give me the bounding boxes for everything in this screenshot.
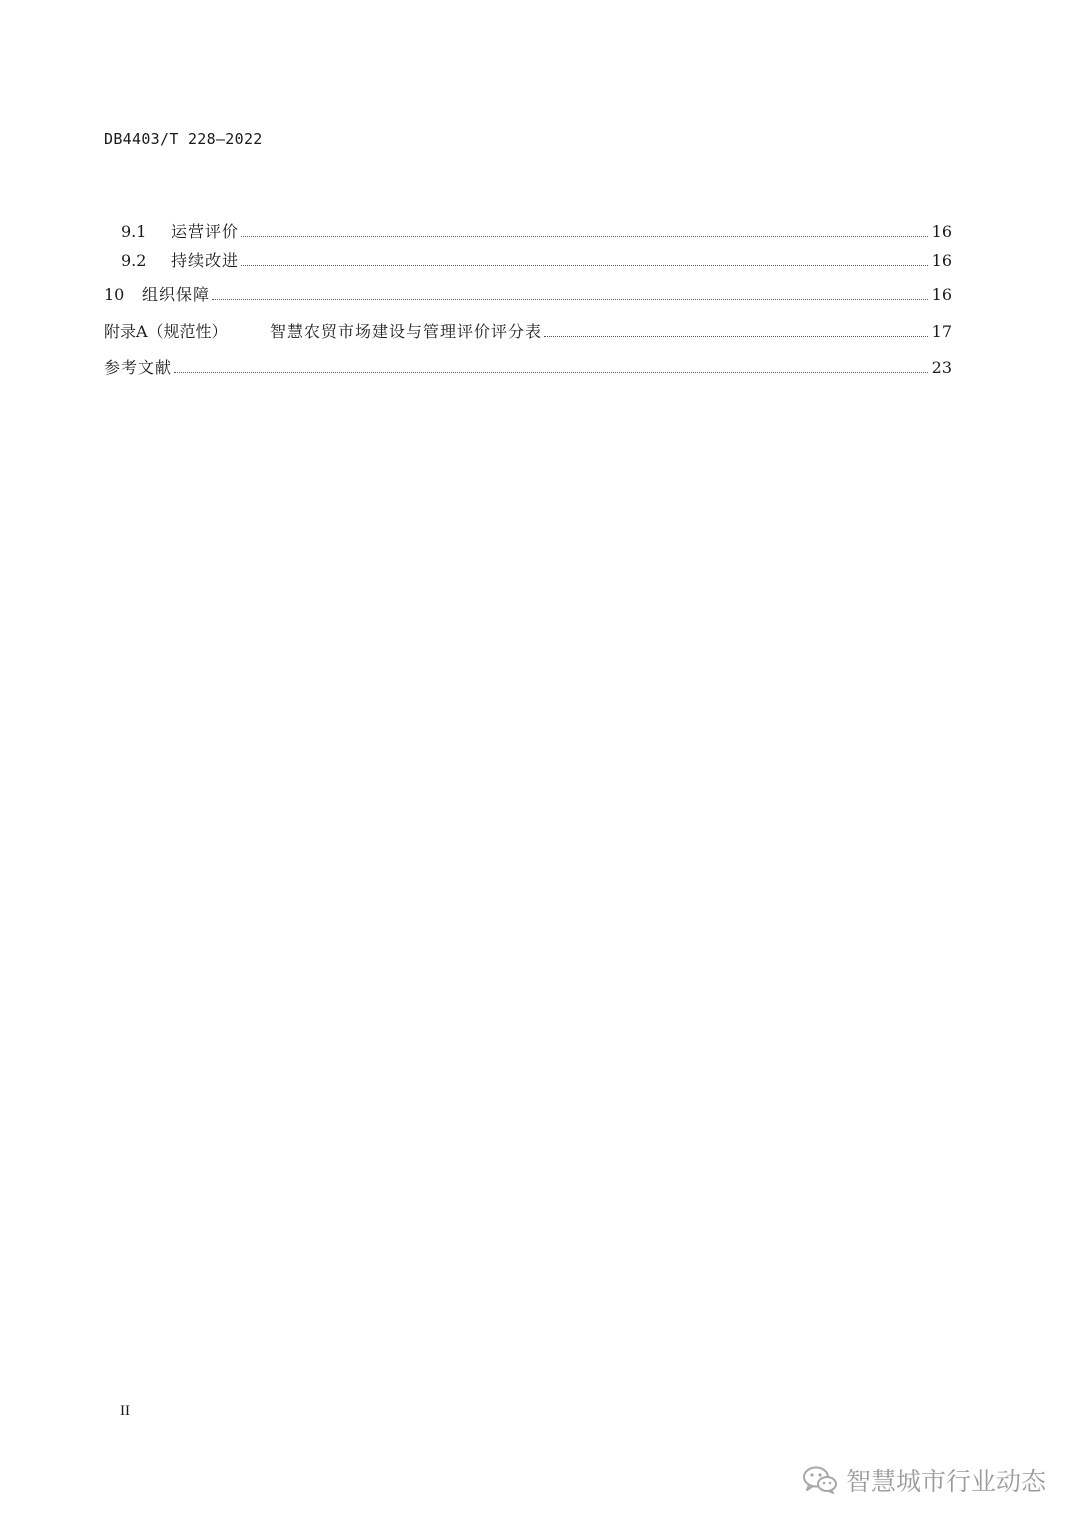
toc-entry-10[interactable]	[104, 285, 952, 305]
toc-entry-title: 持续改进	[171, 251, 240, 270]
toc-entry-title: 智慧农贸市场建设与管理评价评分表	[270, 322, 543, 341]
toc-entry-9-1[interactable]	[104, 222, 952, 242]
toc-entry-references[interactable]	[104, 358, 952, 378]
watermark-text: 智慧城市行业动态	[845, 1467, 1046, 1496]
page-number: II	[120, 1403, 130, 1419]
standard-code: DB4403/T 228—2022	[104, 130, 263, 148]
toc-leader-dots	[212, 299, 928, 300]
toc-entry-page: 17	[931, 322, 952, 341]
toc-leader-dots	[544, 336, 928, 337]
watermark	[802, 1462, 1046, 1498]
toc-entry-number: 10	[104, 285, 125, 304]
toc-leader-dots	[241, 236, 928, 237]
toc-entry-page: 16	[931, 285, 952, 304]
toc-leader-dots	[174, 372, 928, 373]
toc-entry-number: 9.2	[121, 251, 147, 270]
toc-leader-dots	[241, 265, 928, 266]
wechat-icon	[802, 1465, 838, 1495]
toc-entry-page: 23	[931, 358, 952, 377]
toc-entry-title: 运营评价	[171, 222, 240, 241]
toc-entry-number: 9.1	[121, 222, 147, 241]
toc-entry-title: 组织保障	[142, 285, 211, 304]
toc-entry-page: 16	[931, 251, 952, 270]
toc-entry-title: 参考文献	[104, 358, 173, 377]
toc-entry-page: 16	[931, 222, 952, 241]
toc-entry-appendix-a[interactable]	[104, 322, 952, 342]
toc-entry-number: 附录A（规范性）	[104, 322, 228, 341]
toc-entry-9-2[interactable]	[104, 251, 952, 271]
